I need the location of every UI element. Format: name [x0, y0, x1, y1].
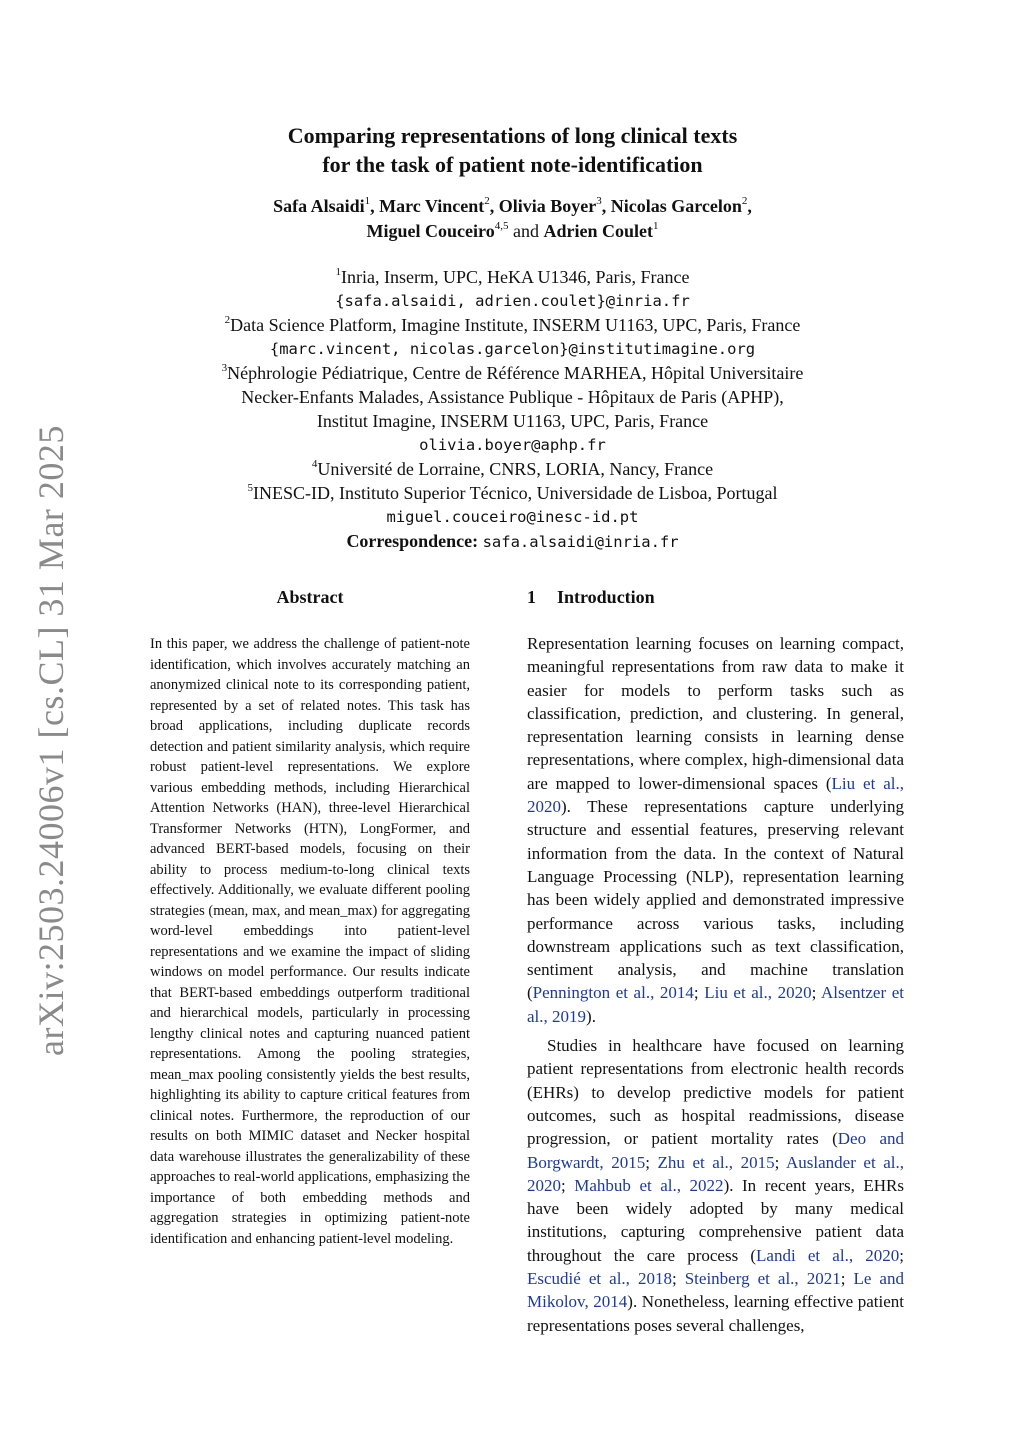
affil-text: Université de Lorraine, CNRS, LORIA, Nancy, France — [317, 459, 714, 479]
author-affil-mark: 1 — [652, 220, 659, 232]
citation-link[interactable]: Escudié et al., 2018 — [527, 1269, 672, 1289]
text-run: ; — [561, 1175, 575, 1195]
text-run: Representation learning focuses on learning compact, meaningful representations from raw data to make it easier for models to perform tasks such as classification, prediction, and clustering. In general, representation learning consists in learning dense representations, where complex, high-dimensional data are mapped to lower-dimensional spaces ( — [527, 634, 904, 793]
author-name: Nicolas Garcelon — [610, 196, 742, 216]
affil-mark: 5 — [247, 482, 253, 494]
author-name: Miguel Couceiro — [366, 221, 495, 241]
section-number: 1 — [527, 587, 536, 607]
author-name: Adrien Coulet — [543, 221, 653, 241]
author-name: Olivia Boyer — [498, 196, 597, 216]
citation-link[interactable]: Deo and Borgwardt, 2015 — [527, 1129, 904, 1172]
citation-link[interactable]: Auslander et al., 2020 — [527, 1152, 905, 1195]
affil-mark: 3 — [221, 362, 228, 374]
text-run: ; — [645, 1152, 658, 1172]
text-run: ; — [774, 1152, 786, 1172]
affiliation-1 — [150, 265, 875, 289]
correspondence-label: Correspondence: — [346, 531, 479, 551]
email-5: miguel.couceiro@inesc-id.pt — [386, 508, 639, 526]
arxiv-identifier-stamp: arXiv:2503.24006v1 [cs.CL] 31 Mar 2025 — [31, 425, 71, 1056]
text-run: Studies in healthcare have focused on learning patient representations from electronic health records (EHRs) to develop predictive models for patient outcomes, such as hospital readmissions, disease progression, or patient mortality rates ( — [527, 1036, 904, 1149]
email-2: {marc.vincent, nicolas.garcelon}@institutimagine.org — [269, 340, 756, 358]
author-affil-mark: 4,5 — [494, 220, 509, 232]
paragraph — [527, 1034, 904, 1337]
citation-link[interactable]: Alsentzer et al., 2019 — [527, 983, 904, 1026]
paragraph — [527, 632, 904, 1028]
abstract-body: In this paper, we address the challenge of patient-note identification, which involves accurately matching an anonymized clinical note to its corresponding patient, represented by a set of related notes. This task has broad applications, including duplicate records detection and patient similarity analysis, which require robust patient-level representations. We explore various embedding methods, including Hierarchical Attention Networks (HAN), three-level Hierarchical Transformer Networks (HTN), LongFormer, and advanced BERT-based models, focusing on their ability to process medium-to-long clinical texts effectively. Additionally, we evaluate different pooling strategies (mean, max, and mean_max) for aggregating word-level embeddings into patient-level representations and we examine the impact of sliding windows on model performance. Our results indicate that BERT-based embeddings outperform traditional and hierarchical models, particularly in processing lengthy clinical notes and capturing nuanced patient representations. Among the pooling strategies, mean_max pooling consistently yields the best results, highlighting its ability to capture critical features from clinical notes. Furthermore, the reproduction of our results on both MIMIC dataset and Necker hospital data warehouse illustrates the generalizability of these approaches to real-world applications, emphasizing the importance of both embedding methods and aggregation strategies in optimizing patient-note identification and enhancing patient-level modeling. — [150, 636, 470, 1247]
section-title: Introduction — [557, 587, 655, 607]
text-run: ). Nonetheless, learning effective patient representations poses several challenges, — [527, 1292, 904, 1335]
affil-mark: 2 — [224, 314, 231, 326]
citation-link[interactable]: Zhu et al., 2015 — [657, 1152, 775, 1172]
affil-text: INESC-ID, Instituto Superior Técnico, Universidade de Lisboa, Portugal — [252, 483, 778, 503]
author-name: Marc Vincent — [379, 196, 485, 216]
affil-mark: 1 — [335, 266, 342, 278]
affiliation-3-line-1 — [150, 361, 875, 385]
text-run: ). These representations capture underlying structure and essential features, preserving relevant information from the data. In the context of Natural Language Processing (NLP), representation learning has been widely applied and demonstrated impressive performance across various tasks, including downstream applications such as text classification, sentiment analysis, and machine translation ( — [527, 797, 904, 1003]
affil-mark: 4 — [311, 458, 318, 470]
affiliation-5 — [150, 481, 875, 505]
introduction-body — [527, 632, 904, 1337]
affiliation-3-line-3: Institut Imagine, INSERM U1163, UPC, Paris, France — [316, 411, 709, 431]
author-affil-mark: 3 — [596, 195, 602, 207]
author-affil-mark: 2 — [741, 195, 748, 207]
text-run: ). — [586, 1006, 596, 1026]
text-run: ; — [899, 1245, 904, 1265]
citation-link[interactable]: Liu et al., 2020 — [527, 773, 904, 817]
text-run: ; — [693, 983, 705, 1003]
text-run: ; — [671, 1269, 685, 1289]
authors-line-2 — [150, 219, 875, 244]
introduction-heading — [527, 587, 655, 608]
affiliation-2 — [150, 313, 875, 337]
author-list — [150, 194, 875, 244]
abstract-heading: Abstract — [276, 587, 344, 607]
text-run: ). In recent years, EHRs have been widely adopted by many medical institutions, capturing comprehensive patient data throughout the care process ( — [527, 1175, 905, 1265]
author-name: Safa Alsaidi — [273, 196, 365, 216]
author-conjunction: and — [512, 221, 539, 241]
citation-link[interactable]: Steinberg et al., 2021 — [684, 1269, 841, 1289]
author-affil-mark: 2 — [484, 195, 490, 207]
paper-title — [150, 121, 875, 179]
affil-text: Inria, Inserm, UPC, HeKA U1346, Paris, France — [341, 267, 690, 287]
affiliations — [150, 265, 875, 554]
citation-link[interactable]: Le and Mikolov, 2014 — [527, 1269, 904, 1312]
text-run: ; — [811, 983, 821, 1003]
affil-text: Data Science Platform, Imagine Institute, INSERM U1163, UPC, Paris, France — [230, 315, 801, 335]
affiliation-3-line-2: Necker-Enfants Malades, Assistance Publique - Hôpitaux de Paris (APHP), — [241, 387, 784, 407]
affiliation-4 — [150, 457, 875, 481]
email-3: olivia.boyer@aphp.fr — [419, 436, 606, 454]
correspondence-email: safa.alsaidi@inria.fr — [482, 533, 679, 551]
text-run: ; — [840, 1269, 854, 1289]
correspondence — [150, 529, 875, 554]
citation-link[interactable]: Liu et al., 2020 — [704, 983, 812, 1003]
citation-link[interactable]: Landi et al., 2020 — [756, 1245, 900, 1265]
citation-link[interactable]: Pennington et al., 2014 — [532, 983, 694, 1003]
citation-link[interactable]: Mahbub et al., 2022 — [574, 1175, 724, 1195]
author-affil-mark: 1 — [364, 195, 371, 207]
title-line-2: for the task of patient note-identification — [322, 152, 703, 177]
authors-line-1: Safa Alsaidi$^1$, Marc Vincent$^2$, Olivia Boyer$^3$, Nicolas Garcelon$^2$, — [273, 195, 752, 216]
email-1: {safa.alsaidi, adrien.coulet}@inria.fr — [335, 292, 690, 310]
title-line-1: Comparing representations of long clinical texts — [287, 123, 738, 148]
affil-text: Néphrologie Pédiatrique, Centre de Référence MARHEA, Hôpital Universitaire — [227, 363, 804, 383]
